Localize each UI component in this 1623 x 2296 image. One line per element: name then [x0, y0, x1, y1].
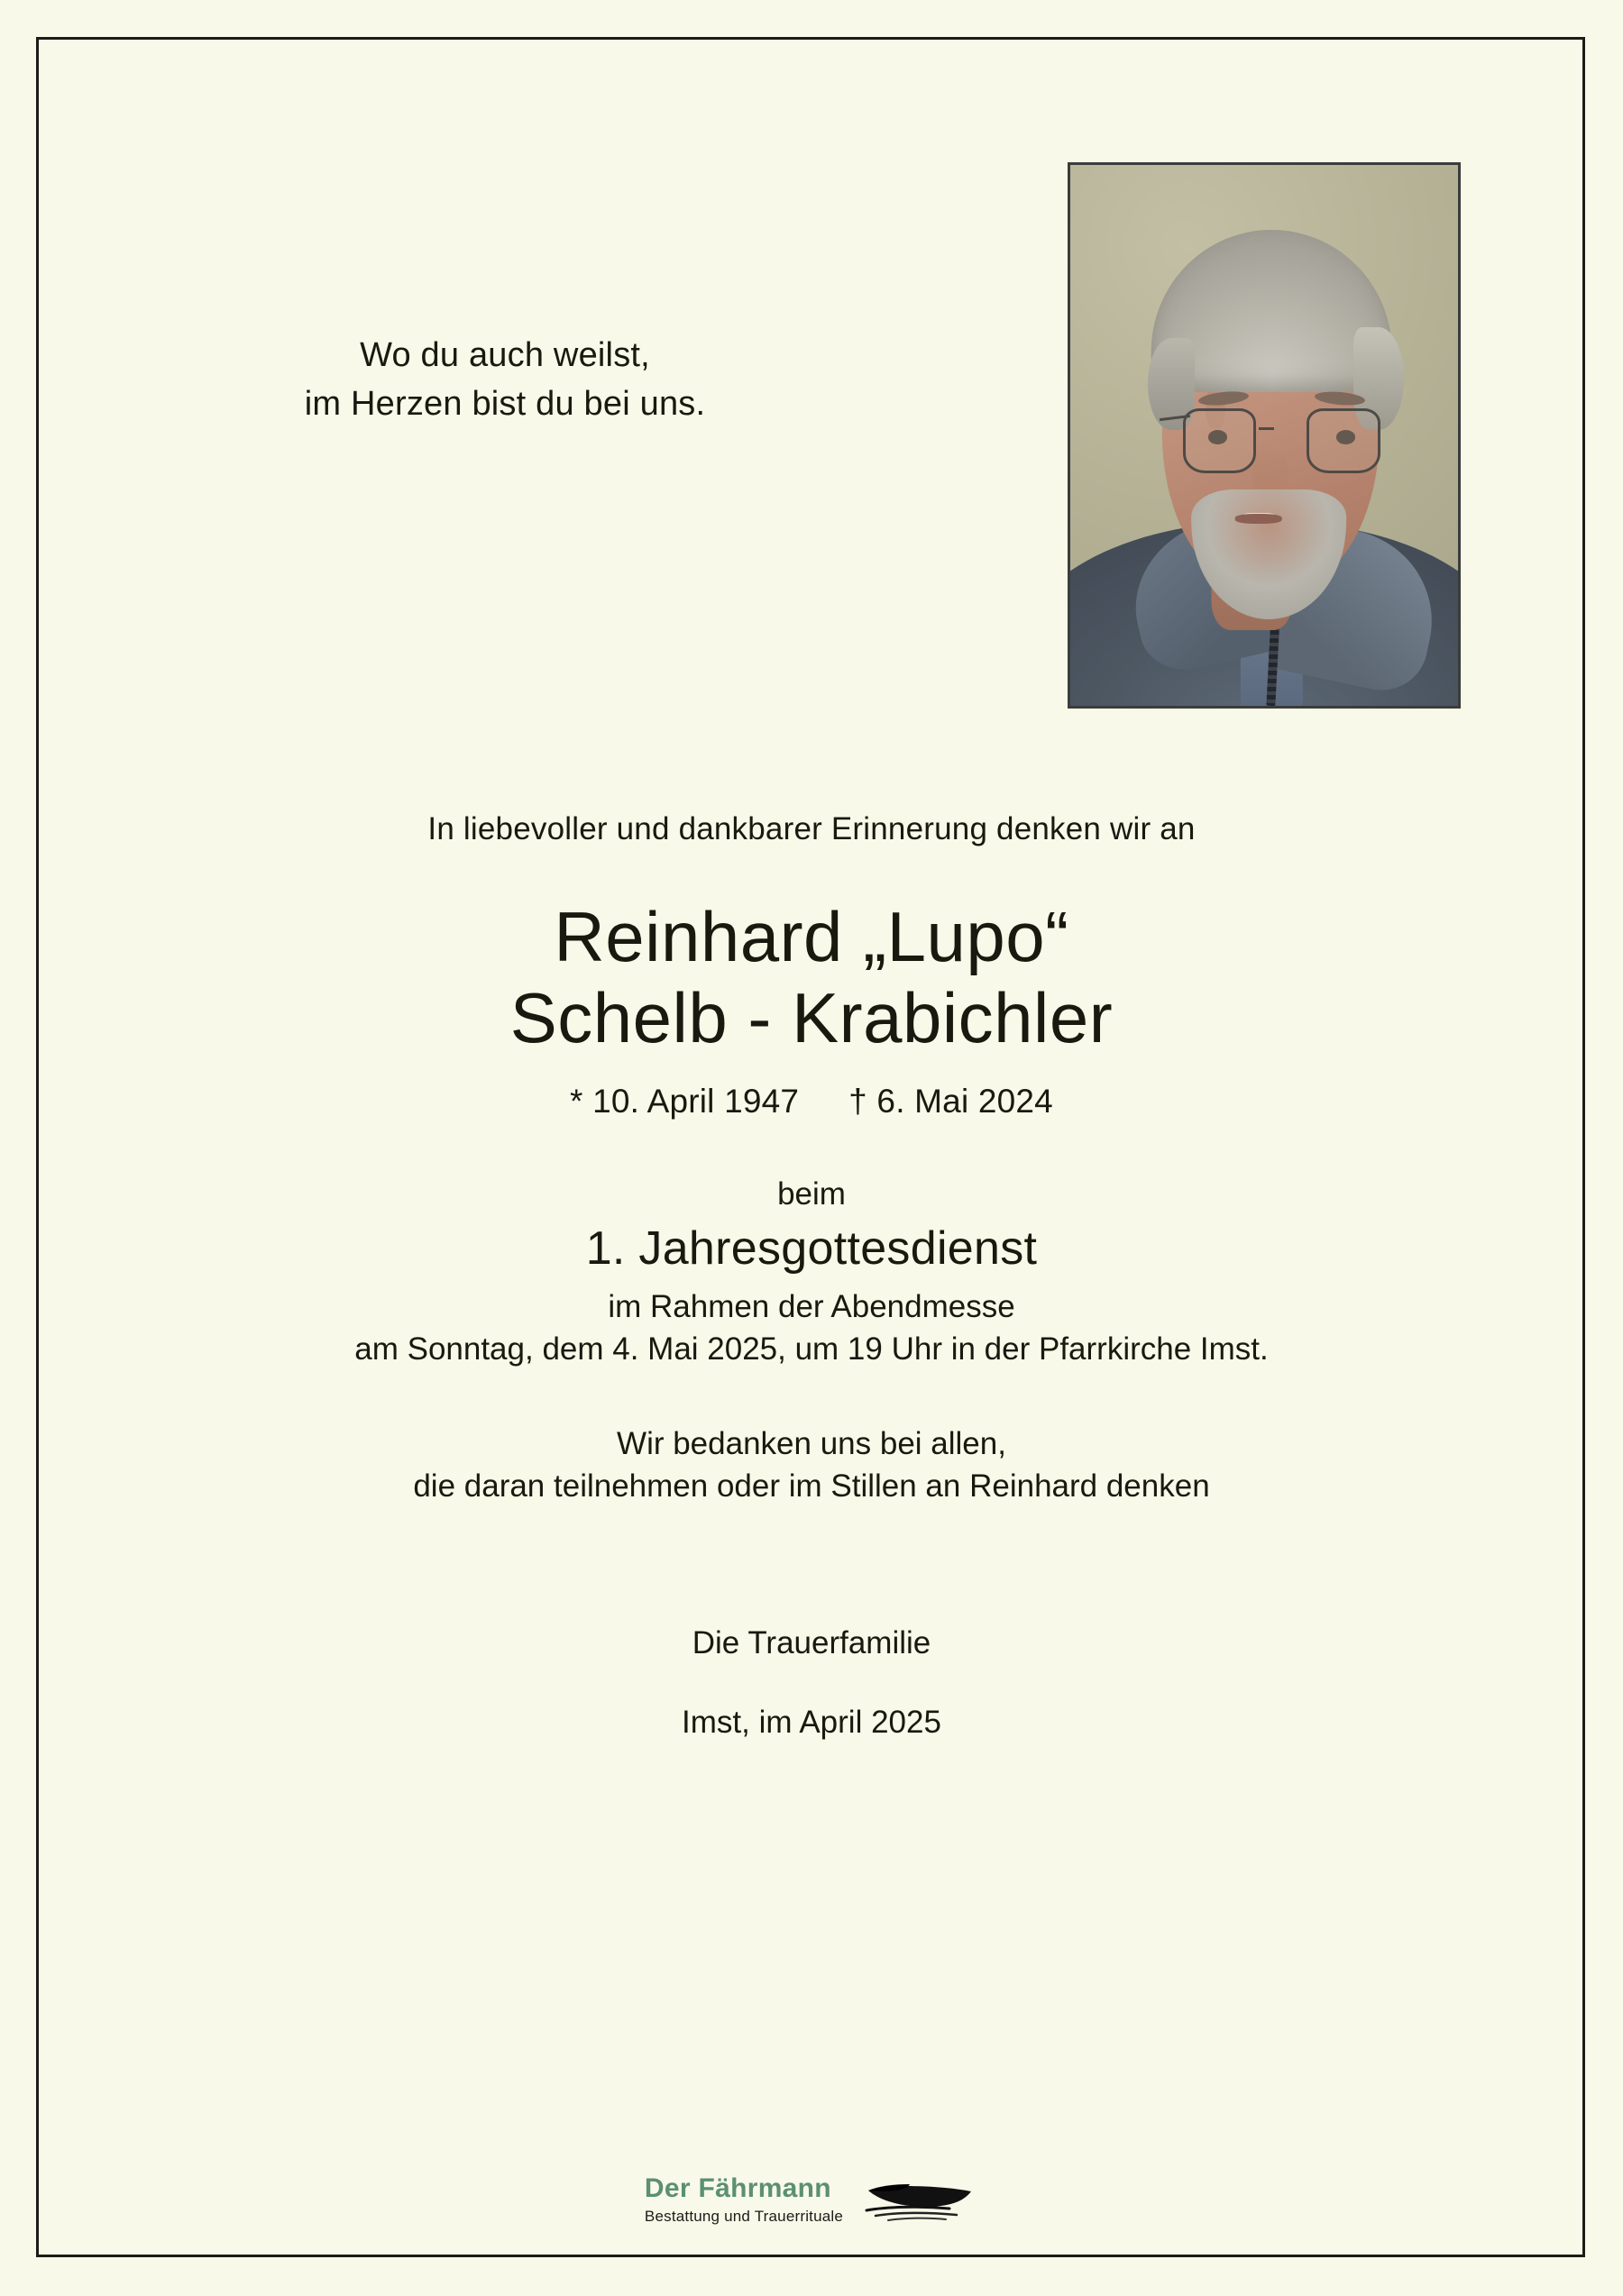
boat-icon [863, 2174, 978, 2225]
name-line-1: Reinhard „Lupo“ [554, 897, 1069, 976]
service-prefix: beim [777, 1175, 846, 1212]
service-when-where: am Sonntag, dem 4. Mai 2025, um 19 Uhr in der Pfarrkirche Imst. [354, 1331, 1269, 1367]
glasses-lens-right-icon [1307, 408, 1380, 473]
logo-company-subtitle: Bestattung und Trauerrituale [644, 2208, 844, 2225]
name-line-2: Schelb - Krabichler [509, 978, 1114, 1058]
thanks-line-2: die daran teilnehmen oder im Stillen an Reinhard denken [413, 1468, 1210, 1504]
service-title: 1. Jahresgottesdienst [585, 1221, 1038, 1275]
glasses-lens-left-icon [1183, 408, 1257, 473]
death-date: † 6. Mai 2024 [848, 1082, 1053, 1120]
signature-family: Die Trauerfamilie [692, 1624, 931, 1660]
deceased-name [81, 896, 1542, 1059]
quote-line-1: Wo du auch weilst, [360, 336, 650, 374]
thanks-message [81, 1423, 1542, 1508]
birth-date: * 10. April 1947 [570, 1082, 800, 1120]
memorial-intro: In liebevoller und dankbarer Erinnerung denken wir an [427, 811, 1196, 846]
portrait-photo [1070, 165, 1458, 706]
logo-text-block [645, 2175, 843, 2224]
memorial-quote [162, 332, 848, 429]
photo-mouth [1235, 514, 1282, 524]
memorial-content [81, 811, 1542, 1741]
signature-place-date: Imst, im April 2025 [682, 1704, 941, 1740]
life-dates [81, 1083, 1542, 1121]
quote-line-2: im Herzen bist du bei uns. [304, 384, 706, 423]
service-details [81, 1286, 1542, 1371]
portrait-frame [1068, 162, 1461, 709]
glasses-bridge-icon [1259, 427, 1274, 430]
service-context: im Rahmen der Abendmesse [608, 1288, 1015, 1324]
thanks-line-1: Wir bedanken uns bei allen, [617, 1425, 1006, 1461]
funeral-home-logo [0, 2174, 1623, 2225]
logo-company-name: Der Fährmann [644, 2173, 831, 2203]
